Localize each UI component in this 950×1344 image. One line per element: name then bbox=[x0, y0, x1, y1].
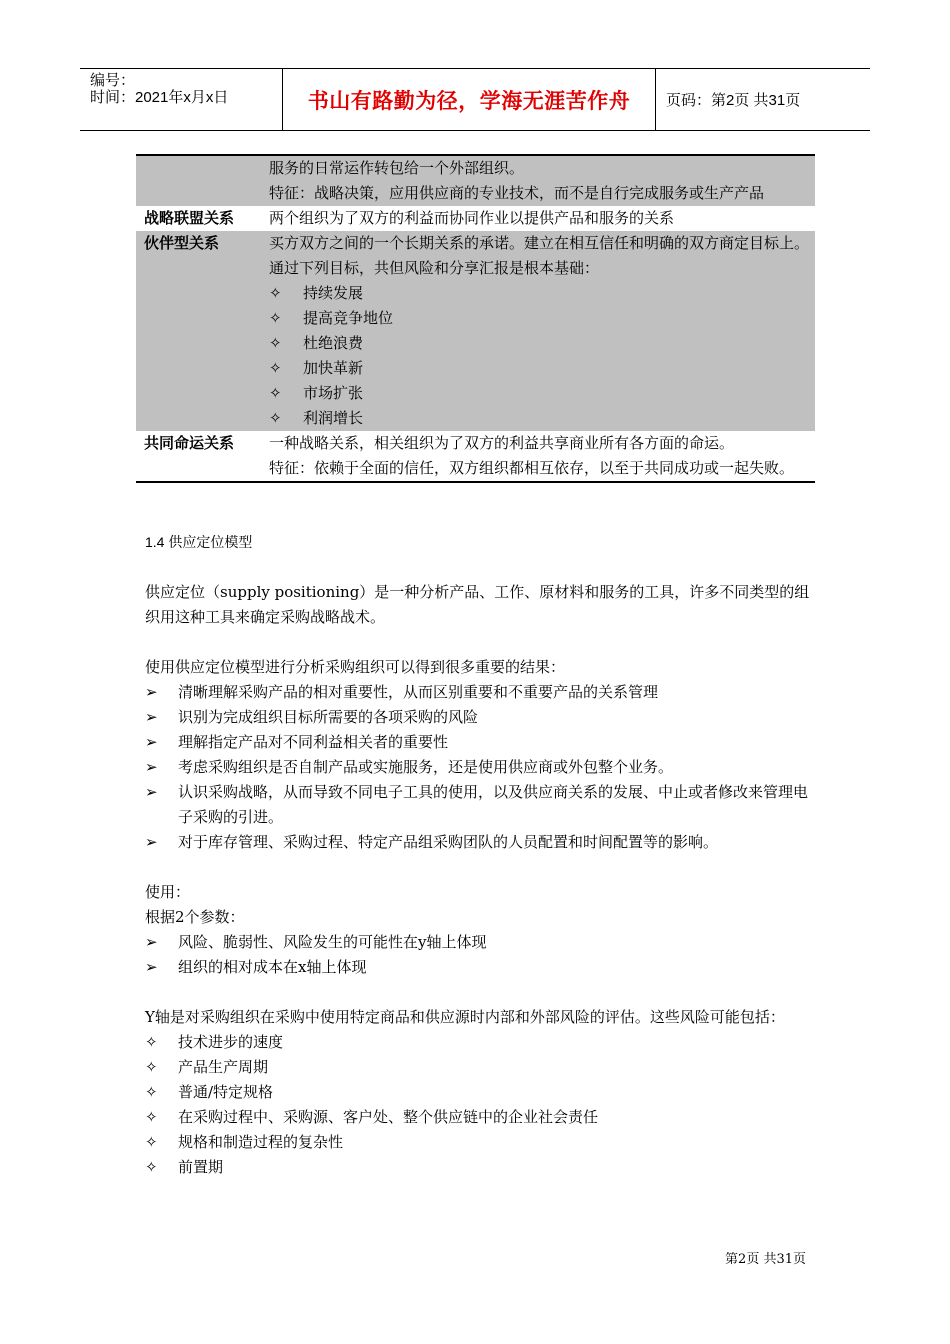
diamond-bullet-icon: ✧ bbox=[269, 359, 282, 377]
row-description: 服务的日常运作转包给一个外部组织。 特征：战略决策，应用供应商的专业技术，而不是自行完成服务或生产产品 bbox=[265, 155, 815, 206]
row-description: 买方双方之间的一个长期关系的承诺。建立在相互信任和明确的双方商定目标上。通过下列目标，共但风险和分享汇报是根本基础： ✧ 持续发展 ✧ 提高竞争地位 ✧ 杜绝浪费 ✧ 加快革新 ✧ 市场扩张 ✧ 利润增长 bbox=[265, 231, 815, 431]
usage-label: 使用： bbox=[145, 883, 191, 901]
diamond-bullet-icon: ✧ bbox=[145, 1133, 158, 1151]
diamond-bullet-icon: ✧ bbox=[269, 284, 282, 302]
list-item: ✧ 前置期 bbox=[145, 1155, 815, 1180]
row-description: 两个组织为了双方的利益而协同作业以提供产品和服务的关系 bbox=[269, 209, 675, 227]
header-motto: 书山有路勤为径，学海无涯苦作舟 bbox=[282, 69, 656, 130]
table-row bbox=[136, 155, 815, 206]
arrow-bullet-icon: ➢ bbox=[145, 758, 158, 776]
list-item: ➢ 风险、脆弱性、风险发生的可能性在y轴上体现 bbox=[145, 930, 815, 955]
list-item: ✧ 普通/特定规格 bbox=[145, 1080, 815, 1105]
list-item: ➢ 清晰理解采购产品的相对重要性，从而区别重要和不重要产品的关系管理 bbox=[145, 680, 815, 705]
list-item: ➢ 对于库存管理、采购过程、特定产品组采购团队的人员配置和时间配置等的影响。 bbox=[145, 830, 815, 855]
arrow-bullet-icon: ➢ bbox=[145, 783, 158, 801]
section-title: 1.4 供应定位模型 bbox=[145, 534, 253, 550]
list-item: ✧ 规格和制造过程的复杂性 bbox=[145, 1130, 815, 1155]
diamond-bullet-icon: ✧ bbox=[145, 1158, 158, 1176]
row-term: 共同命运关系 bbox=[144, 434, 235, 452]
params-lead: 根据2个参数： bbox=[145, 908, 245, 926]
document-date: 时间：2021年x月x日 bbox=[90, 89, 229, 106]
arrow-bullet-icon: ➢ bbox=[145, 683, 158, 701]
arrow-bullet-icon: ➢ bbox=[145, 933, 158, 951]
arrow-bullet-icon: ➢ bbox=[145, 833, 158, 851]
row-term: 伙伴型关系 bbox=[136, 231, 265, 431]
row-term: 战略联盟关系 bbox=[144, 209, 235, 227]
arrow-bullet-icon: ➢ bbox=[145, 958, 158, 976]
header-page-number: 页码：第2页 共31页 bbox=[666, 92, 801, 109]
list-item: ✧ 杜绝浪费 bbox=[269, 331, 811, 356]
results-lead: 使用供应定位模型进行分析采购组织可以得到很多重要的结果： bbox=[145, 658, 566, 676]
diamond-bullet-icon: ✧ bbox=[145, 1033, 158, 1051]
list-item: ✧ 技术进步的速度 bbox=[145, 1030, 815, 1055]
list-item: ✧ 市场扩张 bbox=[269, 381, 811, 406]
page-header bbox=[80, 68, 870, 131]
arrow-bullet-icon: ➢ bbox=[145, 733, 158, 751]
arrow-bullet-icon: ➢ bbox=[145, 708, 158, 726]
relationship-table bbox=[136, 154, 815, 483]
table-row bbox=[136, 231, 815, 431]
y-axis-paragraph: Y轴是对采购组织在采购中使用特定商品和供应源时内部和外部风险的评估。这些风险可能包括： bbox=[145, 1008, 785, 1026]
list-item: ✧ 加快革新 bbox=[269, 356, 811, 381]
table-row bbox=[136, 431, 815, 482]
list-item: ✧ 利润增长 bbox=[269, 406, 811, 431]
list-item: ➢ 考虑采购组织是否自制产品或实施服务，还是使用供应商或外包整个业务。 bbox=[145, 755, 815, 780]
document-body bbox=[145, 530, 815, 1180]
list-item: ✧ 在采购过程中、采购源、客户处、整个供应链中的企业社会责任 bbox=[145, 1105, 815, 1130]
diamond-bullet-icon: ✧ bbox=[269, 384, 282, 402]
diamond-bullet-icon: ✧ bbox=[269, 334, 282, 352]
diamond-bullet-icon: ✧ bbox=[145, 1108, 158, 1126]
table-row bbox=[136, 206, 815, 231]
diamond-bullet-icon: ✧ bbox=[269, 409, 282, 427]
page-footer: 第2页 共31页 bbox=[725, 1252, 806, 1267]
list-item: ➢ 组织的相对成本在x轴上体现 bbox=[145, 955, 815, 980]
list-item: ➢ 识别为完成组织目标所需要的各项采购的风险 bbox=[145, 705, 815, 730]
header-meta bbox=[80, 69, 282, 130]
list-item: ➢ 理解指定产品对不同利益相关者的重要性 bbox=[145, 730, 815, 755]
diamond-bullet-icon: ✧ bbox=[145, 1058, 158, 1076]
row-description: 一种战略关系，相关组织为了双方的利益共享商业所有各方面的命运。 特征：依赖于全面的信任，双方组织都相互依存，以至于共同成功或一起失败。 bbox=[269, 434, 795, 477]
list-item: ✧ 提高竞争地位 bbox=[269, 306, 811, 331]
list-item: ✧ 持续发展 bbox=[269, 281, 811, 306]
list-item: ✧ 产品生产周期 bbox=[145, 1055, 815, 1080]
row-term bbox=[136, 155, 265, 206]
document-number: 编号： bbox=[90, 72, 136, 89]
diamond-bullet-icon: ✧ bbox=[269, 309, 282, 327]
diamond-bullet-icon: ✧ bbox=[145, 1083, 158, 1101]
intro-paragraph: 供应定位（supply positioning）是一种分析产品、工作、原材料和服务的工具，许多不同类型的组织用这种工具来确定采购战略战术。 bbox=[145, 583, 810, 626]
list-item: ➢ 认识采购战略，从而导致不同电子工具的使用，以及供应商关系的发展、中止或者修改来管理电子采购的引进。 bbox=[145, 780, 815, 830]
